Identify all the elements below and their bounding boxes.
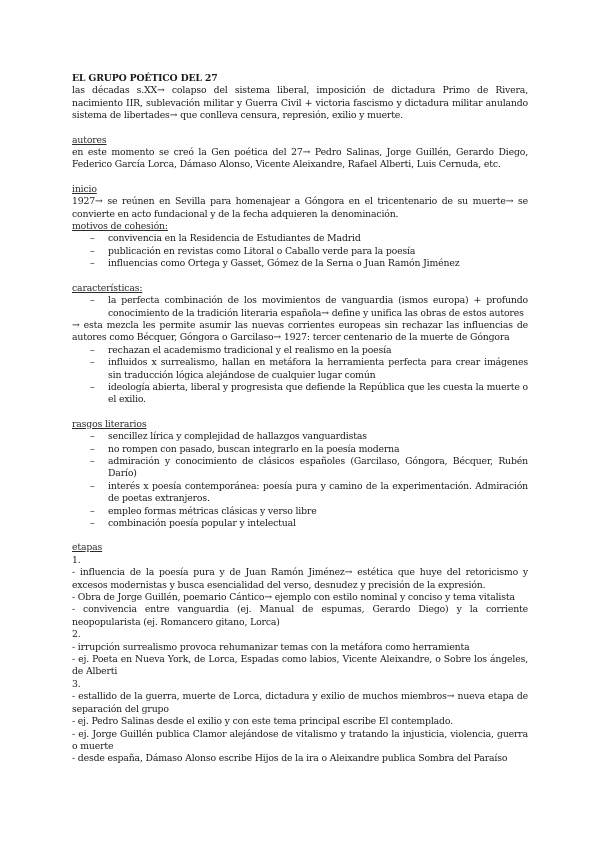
etapa-number: 1. [72, 554, 81, 566]
list-item: – la perfecta combinación de los movimientos de vanguardia (ismos europa) + profundo conocimiento de la tradición literaria española→ define y unifica las obras de estos autores [72, 295, 528, 320]
etapa-number: 3. [72, 678, 81, 690]
list-item: – interés x poesía contemporánea: poesía pura y camino de la experimentación. Admiración de poetas extranjeros. [72, 481, 528, 506]
list-item: – sencillez lírica y complejidad de hallazgos vanguardistas [72, 431, 528, 443]
rasgos-list [72, 431, 528, 530]
inicio-heading: inicio [72, 183, 97, 195]
list-item: – convivencia en la Residencia de Estudiantes de Madrid [72, 233, 528, 245]
list-item: – publicación en revistas como Litoral o Caballo verde para la poesía [72, 246, 528, 258]
list-item: – influidos x surrealismo, hallan en metáfora la herramienta perfecta para crear imágenes sin traducción lógica alejándose de cualquier lugar común [72, 357, 528, 382]
motivos-list [72, 233, 528, 270]
list-item: – no rompen con pasado, buscan integrarlo en la poesía moderna [72, 444, 528, 456]
rasgos-heading: rasgos literarios [72, 418, 147, 430]
document-body [72, 73, 528, 766]
autores-heading: autores [72, 134, 107, 146]
etapa-3 [72, 679, 528, 766]
etapa-number: 2. [72, 629, 81, 641]
etapa-line: - convivencia entre vanguardia (ej. Manual de espumas, Gerardo Diego) y la corriente neopopularista (ej. Romancero gitano, Lorca) [72, 604, 528, 628]
etapa-line: - ej. Pedro Salinas desde el exilio y con este tema principal escribe El contemplado. [72, 716, 453, 728]
list-item: – rechazan el academismo tradicional y el realismo en la poesía [72, 345, 528, 357]
document-title: EL GRUPO POÉTICO DEL 27 [72, 73, 218, 84]
list-item: – ideología abierta, liberal y progresista que defiende la República que les cuesta la muerte o el exilio. [72, 382, 528, 407]
caracteristicas-heading: características: [72, 282, 143, 294]
list-item: – admiración y conocimiento de clásicos españoles (Garcilaso, Góngora, Bécquer, Rubén Darío) [72, 456, 528, 481]
autores-paragraph: en este momento se creó la Gen poética del 27→ Pedro Salinas, Jorge Guillén, Gerardo Diego, Federico García Lorca, Dámaso Alonso, Vicente Aleixandre, Rafael Alberti, Luis Cernuda, etc. [72, 147, 528, 171]
caracteristicas-paragraph: → esta mezcla les permite asumir las nuevas corrientes europeas sin rechazar las influencias de autores como Bécquer, Góngora o Garcilaso→ 1927: tercer centenario de la muerte de Góngora [72, 319, 528, 344]
etapa-line: - ej. Jorge Guillén publica Clamor alejándose de vitalismo y tratando la injusticia, violencia, guerra o muerte [72, 728, 528, 752]
list-item: – combinación poesía popular y intelectual [72, 518, 528, 530]
inicio-paragraph: 1927→ se reúnen en Sevilla para homenajear a Góngora en el tricentenario de su muerte→ se convierte en acto fundacional y de la fecha adquieren la denominación. [72, 196, 528, 220]
etapa-line: - irrupción surrealismo provoca rehumanizar temas con la metáfora como herramienta [72, 641, 470, 653]
etapa-line: - ej. Poeta en Nueva York, de Lorca, Espadas como labios, Vicente Aleixandre, o Sobre los ángeles, de Alberti [72, 654, 528, 678]
etapa-line: - desde españa, Dámaso Alonso escribe Hijos de la ira o Aleixandre publica Sombra del Paraíso [72, 753, 508, 765]
etapa-line: - influencia de la poesía pura y de Juan Ramón Jiménez→ estética que huye del retoricismo y excesos modernistas y busca esencialidad del verso, desnudez y precisión de la expresión. [72, 567, 528, 591]
etapa-line: - estallido de la guerra, muerte de Lorca, dictadura y exilio de muchos miembros→ nueva etapa de separación del grupo [72, 691, 528, 715]
etapa-line: - Obra de Jorge Guillén, poemario Cántico→ ejemplo con estilo nominal y conciso y tema vitalista [72, 592, 515, 604]
intro-paragraph: las décadas s.XX→ colapso del sistema liberal, imposición de dictadura Primo de Rivera, nacimiento IIR, sublevación militar y Guerra Civil + victoria fascismo y dictadura militar anulando sistema de libertades→ que conlleva censura, represión, exilio y muerte. [72, 85, 528, 122]
list-item: – influencias como Ortega y Gasset, Gómez de la Serna o Juan Ramón Jiménez [72, 258, 528, 270]
etapas-heading: etapas [72, 542, 103, 554]
caracteristicas-list-a [72, 295, 528, 320]
etapa-1 [72, 555, 528, 629]
caracteristicas-list-b [72, 345, 528, 407]
etapa-2 [72, 629, 528, 679]
motivos-heading: motivos de cohesión: [72, 221, 168, 233]
list-item: – empleo formas métricas clásicas y verso libre [72, 506, 528, 518]
